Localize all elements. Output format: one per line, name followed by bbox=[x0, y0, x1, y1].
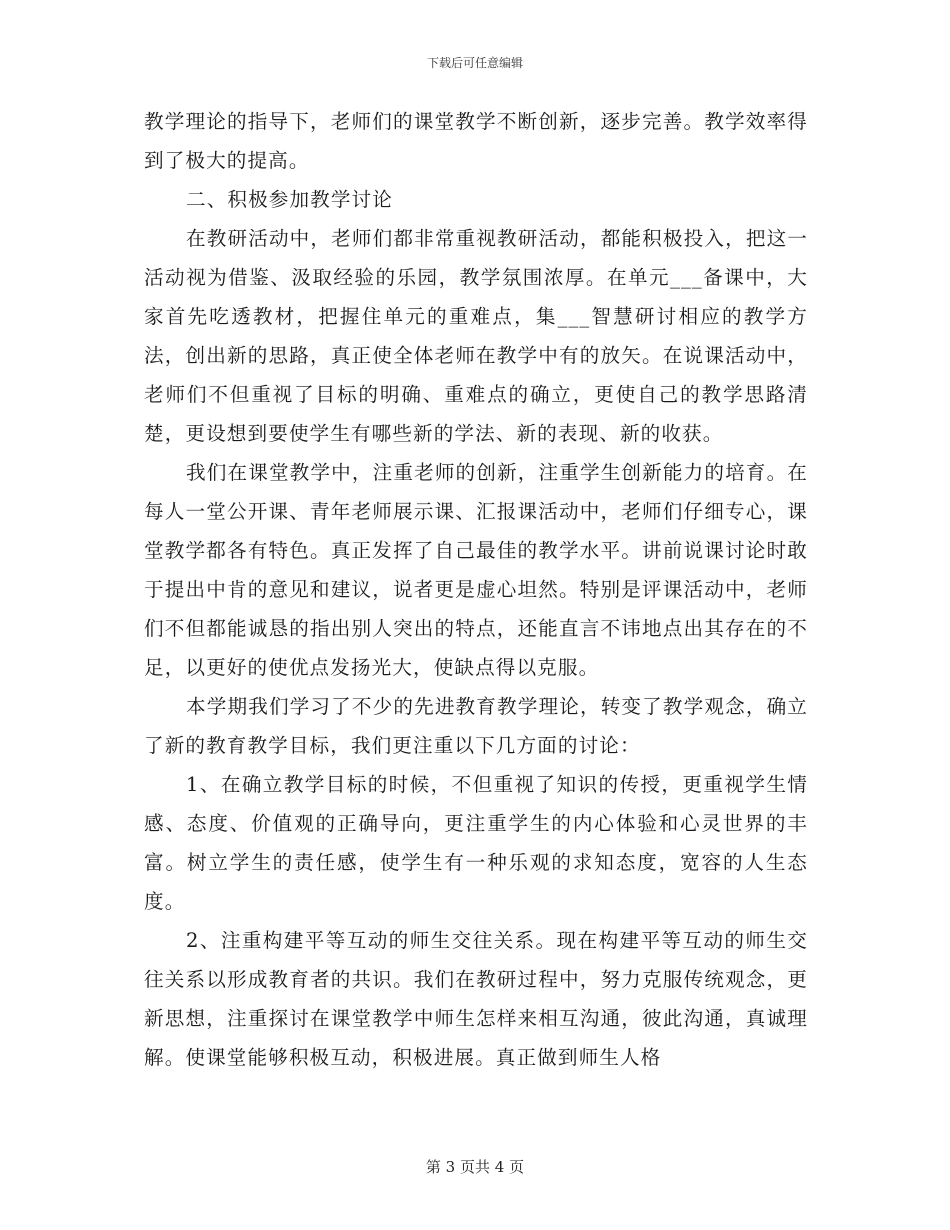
paragraph: 我们在课堂教学中，注重老师的创新，注重学生创新能力的培育。在每人一堂公开课、青年老师展示课、汇报课活动中，老师们仔细专心，课堂教学都各有特色。真正发挥了自己最佳的教学水平。讲前说课讨论时敢于提出中肯的意见和建议，说者更是虚心坦然。特别是评课活动中，老师们不但都能诚恳的指出别人突出的特点，还能直言不讳地点出其存在的不足，以更好的使优点发扬光大，使缺点得以克服。 bbox=[144, 461, 808, 679]
list-item: 2、注重构建平等互动的师生交往关系。现在构建平等互动的师生交往关系以形成教育者的共识。我们在教研过程中，努力克服传统观念，更新思想，注重探讨在课堂教学中师生怎样来相互沟通，彼此沟通，真诚理解。使课堂能够积极互动，积极进展。真正做到师生人格 bbox=[144, 929, 808, 1069]
paragraph: 本学期我们学习了不少的先进教育教学理论，转变了教学观念，确立了新的教育教学目标，我们更注重以下几方面的讨论： bbox=[144, 695, 808, 757]
document-body bbox=[144, 102, 808, 1077]
paragraph: 在教研活动中，老师们都非常重视教研活动，都能积极投入，把这一活动视为借鉴、汲取经验的乐园，教学氛围浓厚。在单元___备课中，大家首先吃透教材，把握住单元的重难点，集___智慧研讨相应的教学方法，创出新的思路，真正使全体老师在教学中有的放矢。在说课活动中，老师们不但重视了目标的明确、重难点的确立，更使自己的教学思路清楚，更设想到要使学生有哪些新的学法、新的表现、新的收获。 bbox=[144, 227, 808, 445]
section-heading: 二、积极参加教学讨论 bbox=[186, 188, 393, 211]
page-number: 第 3 页共 4 页 bbox=[425, 1158, 525, 1176]
list-item: 1、在确立教学目标的时候，不但重视了知识的传授，更重视学生情感、态度、价值观的正确导向，更注重学生的内心体验和心灵世界的丰富。树立学生的责任感，使学生有一种乐观的求知态度，宽容的人生态度。 bbox=[144, 773, 808, 913]
page-header: 下载后可任意编辑 bbox=[426, 56, 523, 70]
paragraph: 教学理论的指导下，老师们的课堂教学不断创新，逐步完善。教学效率得到了极大的提高。 bbox=[144, 110, 808, 172]
